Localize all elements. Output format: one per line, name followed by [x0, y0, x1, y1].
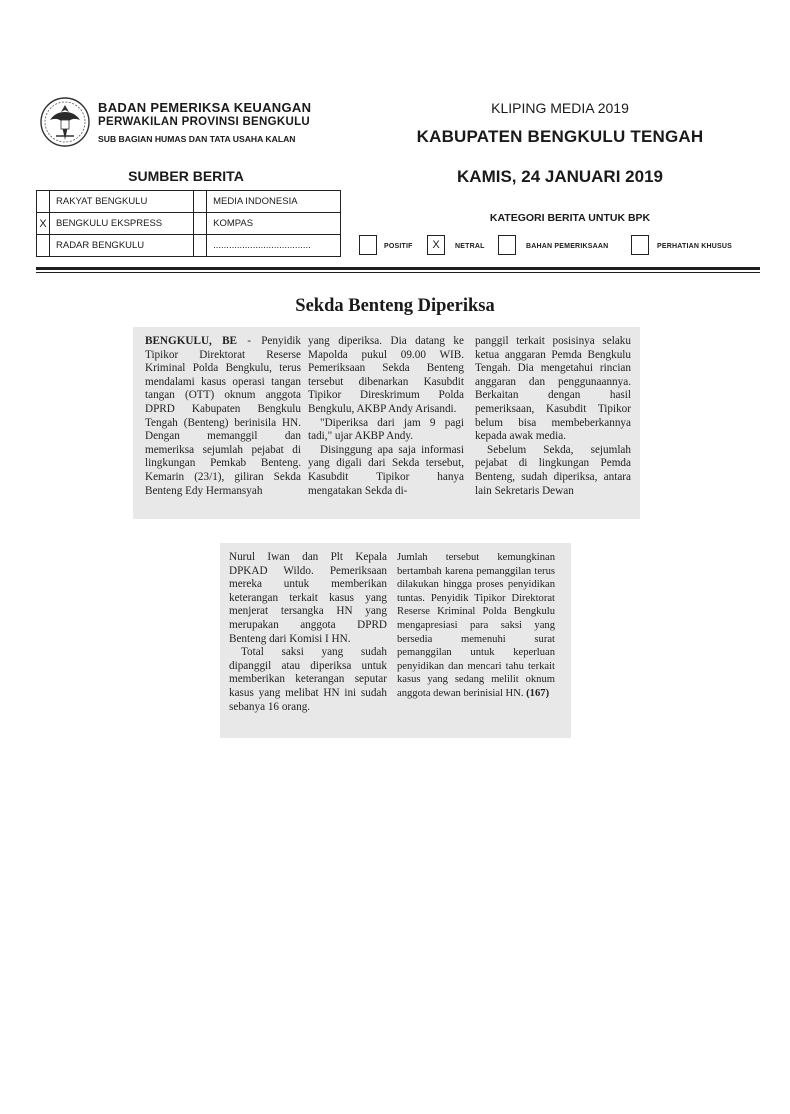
article-paragraph — [397, 551, 555, 701]
category-checkbox-perhatian-khusus — [631, 235, 649, 255]
category-checkbox-bahan-pemeriksaan — [498, 235, 516, 255]
article-text: - Penyidik Tipikor Direktorat Reserse Kriminal Polda Bengkulu, terus mendalami kasus operasi tangan tangan (OTT) oknum anggota DPRD Kabupaten Bengkulu Tengah (Benteng) berinisila HN. Dengan memanggil dan memeriksa sejumlah pejabat di lingkungan Pemkab Benteng. Kemarin (23/1), giliran Sekda Benteng Edy Hermansyah — [145, 335, 301, 497]
article-column — [475, 335, 631, 498]
article-clipping-1 — [133, 327, 640, 519]
article-column — [145, 335, 301, 498]
source-label: MEDIA INDONESIA — [207, 191, 341, 213]
article-paragraph: "Diperiksa dari jam 9 pagi tadi," ujar AKBP Andy. — [308, 416, 464, 443]
org-division: PERWAKILAN PROVINSI BENGKULU — [98, 116, 311, 128]
article-paragraph: panggil terkait posisinya selaku ketua anggaran Pemda Bengkulu Tengah. Dia mengetahui rincian anggaran dan penggunaannya. Berkaitan dengan hasil pemeriksaan, Kasubdit Tipikor belum bisa membeberkannya kepada awak media. — [475, 335, 631, 443]
source-label: ..................................... — [207, 235, 341, 257]
article-paragraph: yang diperiksa. Dia datang ke Mapolda pukul 09.00 WIB. Pemeriksaan Sekda Benteng tersebut dibenarkan Kasubdit Tipikor Direskrimum Polda Bengkulu, AKBP Andy Arisandi. — [308, 335, 464, 415]
region-title: KABUPATEN BENGKULU TENGAH — [416, 127, 704, 146]
kliping-title: KLIPING MEDIA 2019 — [491, 100, 629, 116]
article-column — [397, 551, 555, 701]
article-text: Jumlah tersebut kemungkinan bertambah karena pemanggilan terus dilakukan hingga proses penyidikan tuntas. Penyidik Tipikor Direktorat Reserse Kriminal Polda Bengkulu mengapresiasi para saksi yang bersedia memenuhi surat pemanggilan untuk keperluan penyidikan dan mencari tahu terkait kasus yang sedang melilit oknum anggota dewan berinisial HN. — [397, 552, 555, 699]
source-title: SUMBER BERITA — [128, 168, 244, 184]
source-table — [36, 190, 341, 257]
article-clipping-2 — [220, 543, 571, 738]
org-name: BADAN PEMERIKSA KEUANGAN — [98, 100, 312, 115]
category-label-netral: NETRAL — [455, 243, 485, 250]
article-dateline: BENGKULU, BE — [145, 335, 237, 347]
article-code: (167) — [526, 687, 550, 699]
garuda-emblem-logo — [34, 96, 96, 148]
article-paragraph: Total saksi yang sudah dipanggil atau diperiksa untuk memberikan keterangan seputar kasus yang melibat HN ini sudah sebanya 16 orang. — [229, 646, 387, 713]
source-label: RAKYAT BENGKULU — [50, 191, 194, 213]
source-checkbox — [37, 191, 50, 213]
header-divider-thin — [36, 272, 760, 273]
header-divider — [36, 267, 760, 270]
article-paragraph: Sebelum Sekda, sejumlah pejabat di lingkungan Pemda Benteng, sudah diperiksa, antara lain Sekretaris Dewan — [475, 443, 631, 497]
source-row — [37, 235, 341, 257]
source-label: BENGKULU EKSPRESS — [50, 213, 194, 235]
source-label: RADAR BENGKULU — [50, 235, 194, 257]
source-row — [37, 213, 341, 235]
article-paragraph: Nurul Iwan dan Plt Kepala DPKAD Wildo. Pemeriksaan mereka untuk memberikan keterangan terkait kasus yang menjerat tersangka HN yang merupakan anggota DPRD Benteng dari Komisi I HN. — [229, 551, 387, 645]
source-checkbox — [194, 213, 207, 235]
category-label-positif: POSITIF — [384, 243, 413, 250]
category-label-perhatian-khusus: PERHATIAN KHUSUS — [657, 243, 733, 250]
source-row — [37, 191, 341, 213]
org-subdivision: SUB BAGIAN HUMAS DAN TATA USAHA KALAN — [98, 134, 296, 144]
article-paragraph: Disinggung apa saja informasi yang digali dari Sekda tersebut, Kasubdit Tipikor hanya mengatakan Sekda di- — [308, 443, 464, 497]
source-label: KOMPAS — [207, 213, 341, 235]
source-checkbox: X — [37, 213, 50, 235]
source-checkbox — [194, 191, 207, 213]
article-column — [229, 551, 387, 714]
article-paragraph — [145, 335, 301, 498]
category-checkbox-positif — [359, 235, 377, 255]
clipping-date: KAMIS, 24 JANUARI 2019 — [457, 167, 663, 186]
category-checkbox-netral: X — [427, 235, 445, 255]
category-label-bahan-pemeriksaan: BAHAN PEMERIKSAAN — [526, 243, 609, 250]
category-title: KATEGORI BERITA UNTUK BPK — [489, 212, 651, 224]
source-checkbox — [37, 235, 50, 257]
article-column — [308, 335, 464, 498]
source-checkbox — [194, 235, 207, 257]
article-headline: Sekda Benteng Diperiksa — [295, 296, 495, 316]
